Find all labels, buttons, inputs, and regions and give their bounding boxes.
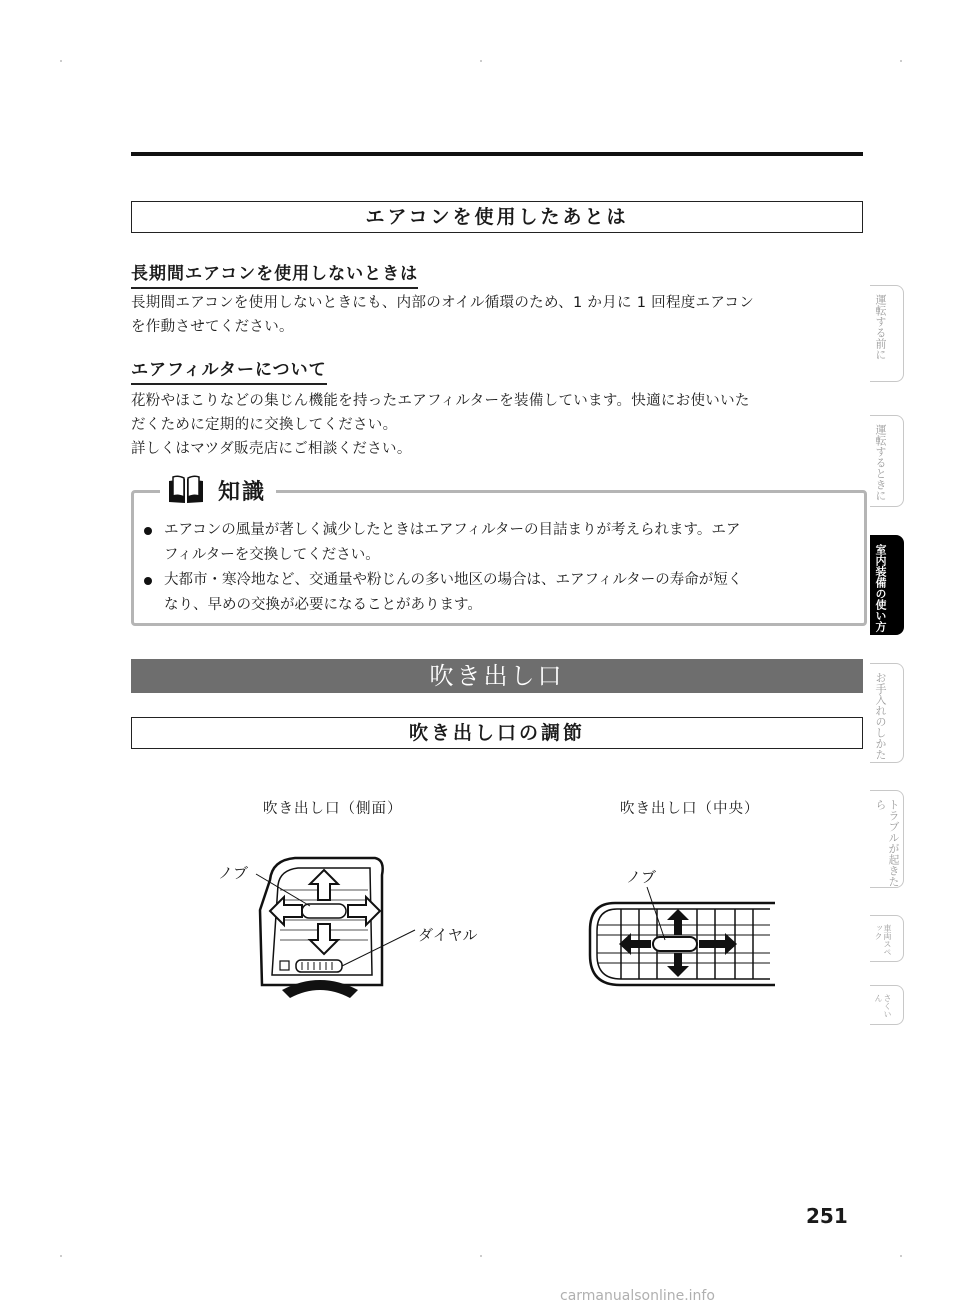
knowledge-bullet	[144, 568, 859, 618]
paragraph-long-term	[131, 291, 866, 339]
knowledge-bullet	[144, 518, 859, 568]
text-line: 詳しくはマツダ販売店にご相談ください。	[131, 441, 412, 457]
section-banner: 吹き出し口	[131, 659, 863, 693]
bullet-line: なり、早めの交換が必要になることがあります。	[164, 597, 482, 613]
book-icon	[166, 475, 206, 505]
bullet-line: エアコンの風量が著しく減少したときはエアフィルターの目詰まりが考えられます。エア	[164, 522, 741, 538]
tab-maintenance[interactable]: お手入れのしかた	[870, 663, 904, 763]
tab-troubleshooting[interactable]: トラブルが起きたら	[870, 790, 904, 888]
knowledge-label: 知識	[218, 479, 267, 505]
center-vent-caption: 吹き出し口（中央）	[620, 801, 760, 817]
section-header: エアコンを使用したあとは	[131, 201, 863, 233]
tab-interior-equipment[interactable]: 室内装備の使い方	[870, 535, 904, 635]
paragraph-air-filter	[131, 389, 866, 461]
bullet-line: フィルターを交換してください。	[164, 547, 380, 563]
tab-before-driving[interactable]: 運転する前に	[870, 285, 904, 382]
subheading-long-term: 長期間エアコンを使用しないときは	[131, 259, 418, 289]
knowledge-title	[160, 472, 276, 508]
tab-while-driving[interactable]: 運転するときに	[870, 415, 904, 507]
side-vent-caption: 吹き出し口（側面）	[263, 801, 403, 817]
bullet-line: 大都市・寒冷地など、交通量や粉じんの多い地区の場合は、エアフィルターの寿命が短く	[164, 572, 743, 588]
subsection-header: 吹き出し口の調節	[131, 717, 863, 749]
crop-mark	[900, 1255, 902, 1257]
side-knob-label: ノブ	[218, 864, 249, 882]
crop-mark	[480, 1255, 482, 1257]
tab-vehicle-spec[interactable]: 車両スペック	[870, 915, 904, 962]
bullet-dot	[144, 527, 152, 535]
text-line: だくために定期的に交換してください。	[131, 417, 398, 433]
center-knob-label: ノブ	[626, 868, 657, 886]
text-line: を作動させてください。	[131, 319, 294, 335]
text-line: 花粉やほこりなどの集じん機能を持ったエアフィルターを装備しています。快適にお使いいた	[131, 393, 750, 409]
side-dial-label: ダイヤル	[418, 926, 478, 944]
page-number: 251	[806, 1204, 848, 1228]
crop-mark	[60, 60, 62, 62]
crop-mark	[60, 1255, 62, 1257]
text-line: 長期間エアコンを使用しないときにも、内部のオイル循環のため、1 か月に 1 回程度エアコン	[131, 295, 755, 311]
crop-mark	[480, 60, 482, 62]
watermark: carmanualsonline.info	[560, 1288, 715, 1304]
crop-mark	[900, 60, 902, 62]
tab-index[interactable]: さくいん	[870, 985, 904, 1025]
center-vent-diagram	[585, 885, 780, 995]
top-rule	[131, 152, 863, 156]
side-vent-diagram	[250, 850, 420, 1000]
bullet-dot	[144, 577, 152, 585]
subheading-air-filter: エアフィルターについて	[131, 355, 327, 385]
